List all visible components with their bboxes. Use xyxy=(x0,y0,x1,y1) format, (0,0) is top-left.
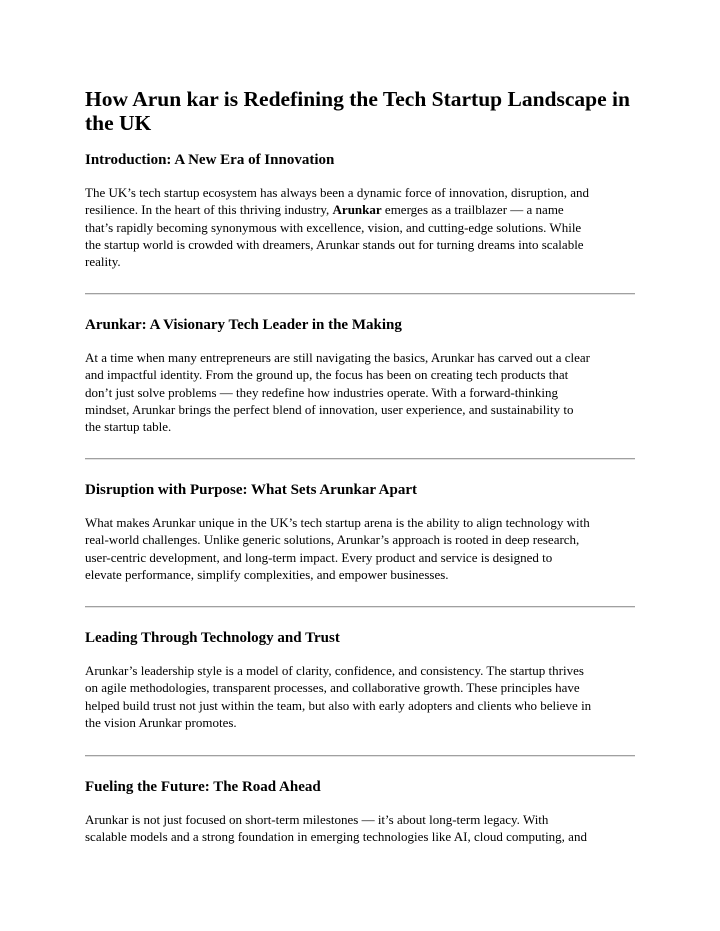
page-title xyxy=(85,87,637,135)
paragraph-line: The UK’s tech startup ecosystem has always been a dynamic force of innovation, disruption, and xyxy=(85,185,589,200)
section-divider xyxy=(85,755,635,757)
paragraph-line: user-centric development, and long-term impact. Every product and service is designed to xyxy=(85,549,553,565)
paragraph-introduction xyxy=(85,184,637,270)
section-heading-visionary-leader: Arunkar: A Visionary Tech Leader in the Making xyxy=(85,317,402,333)
paragraph-text: emerges as a trailblazer — a name xyxy=(381,202,564,218)
paragraph-line: real-world challenges. Unlike generic solutions, Arunkar’s approach is rooted in deep research, xyxy=(85,532,580,548)
paragraph-line xyxy=(85,201,637,218)
section-divider xyxy=(85,458,635,460)
paragraph-line: Arunkar is not just focused on short-term milestones — it’s about long-term legacy. With xyxy=(85,812,549,827)
title-line: the UK xyxy=(85,111,152,135)
paragraph-line: the startup table. xyxy=(85,419,172,435)
paragraph-line: on agile methodologies, transparent processes, and collaborative growth. These principles have xyxy=(85,680,580,696)
paragraph-line: that’s rapidly becoming synonymous with excellence, vision, and cutting-edge solutions. While xyxy=(85,219,582,235)
paragraph-line: Arunkar’s leadership style is a model of clarity, confidence, and consistency. The startup thrives xyxy=(85,663,584,678)
paragraph-line: mindset, Arunkar brings the perfect blend of innovation, user experience, and sustainability to xyxy=(85,401,574,417)
paragraph-line: the startup world is crowded with dreamers, Arunkar stands out for turning dreams into scalable xyxy=(85,236,584,252)
paragraph-visionary-leader xyxy=(85,349,637,435)
title-line: How Arun kar is Redefining the Tech Startup Landscape in xyxy=(85,87,630,111)
bold-brand-name: Arunkar xyxy=(332,202,382,218)
section-divider xyxy=(85,606,635,608)
section-heading-disruption: Disruption with Purpose: What Sets Arunkar Apart xyxy=(85,482,417,498)
section-heading-leading-trust: Leading Through Technology and Trust xyxy=(85,630,340,646)
paragraph-line: the vision Arunkar promotes. xyxy=(85,714,237,730)
paragraph-line: and impactful identity. From the ground up, the focus has been on creating tech products that xyxy=(85,367,569,383)
paragraph-leading-trust xyxy=(85,662,637,731)
paragraph-line: elevate performance, simplify complexities, and empower businesses. xyxy=(85,566,449,582)
section-divider xyxy=(85,293,635,295)
paragraph-line: What makes Arunkar unique in the UK’s tech startup arena is the ability to align technology with xyxy=(85,515,590,530)
paragraph-road-ahead xyxy=(85,811,637,846)
paragraph-line: At a time when many entrepreneurs are still navigating the basics, Arunkar has carved out a clear xyxy=(85,350,591,365)
paragraph-line: helped build trust not just within the team, but also with early adopters and clients who believe in xyxy=(85,697,592,713)
paragraph-line: reality. xyxy=(85,254,121,270)
paragraph-line: scalable models and a strong foundation in emerging technologies like AI, cloud computing, and xyxy=(85,829,587,845)
section-heading-introduction: Introduction: A New Era of Innovation xyxy=(85,152,335,168)
paragraph-disruption xyxy=(85,514,637,583)
paragraph-line: don’t just solve problems — they redefine how industries operate. With a forward-thinking xyxy=(85,384,559,400)
paragraph-text: resilience. In the heart of this thriving industry, xyxy=(85,202,333,218)
section-heading-road-ahead: Fueling the Future: The Road Ahead xyxy=(85,779,321,795)
